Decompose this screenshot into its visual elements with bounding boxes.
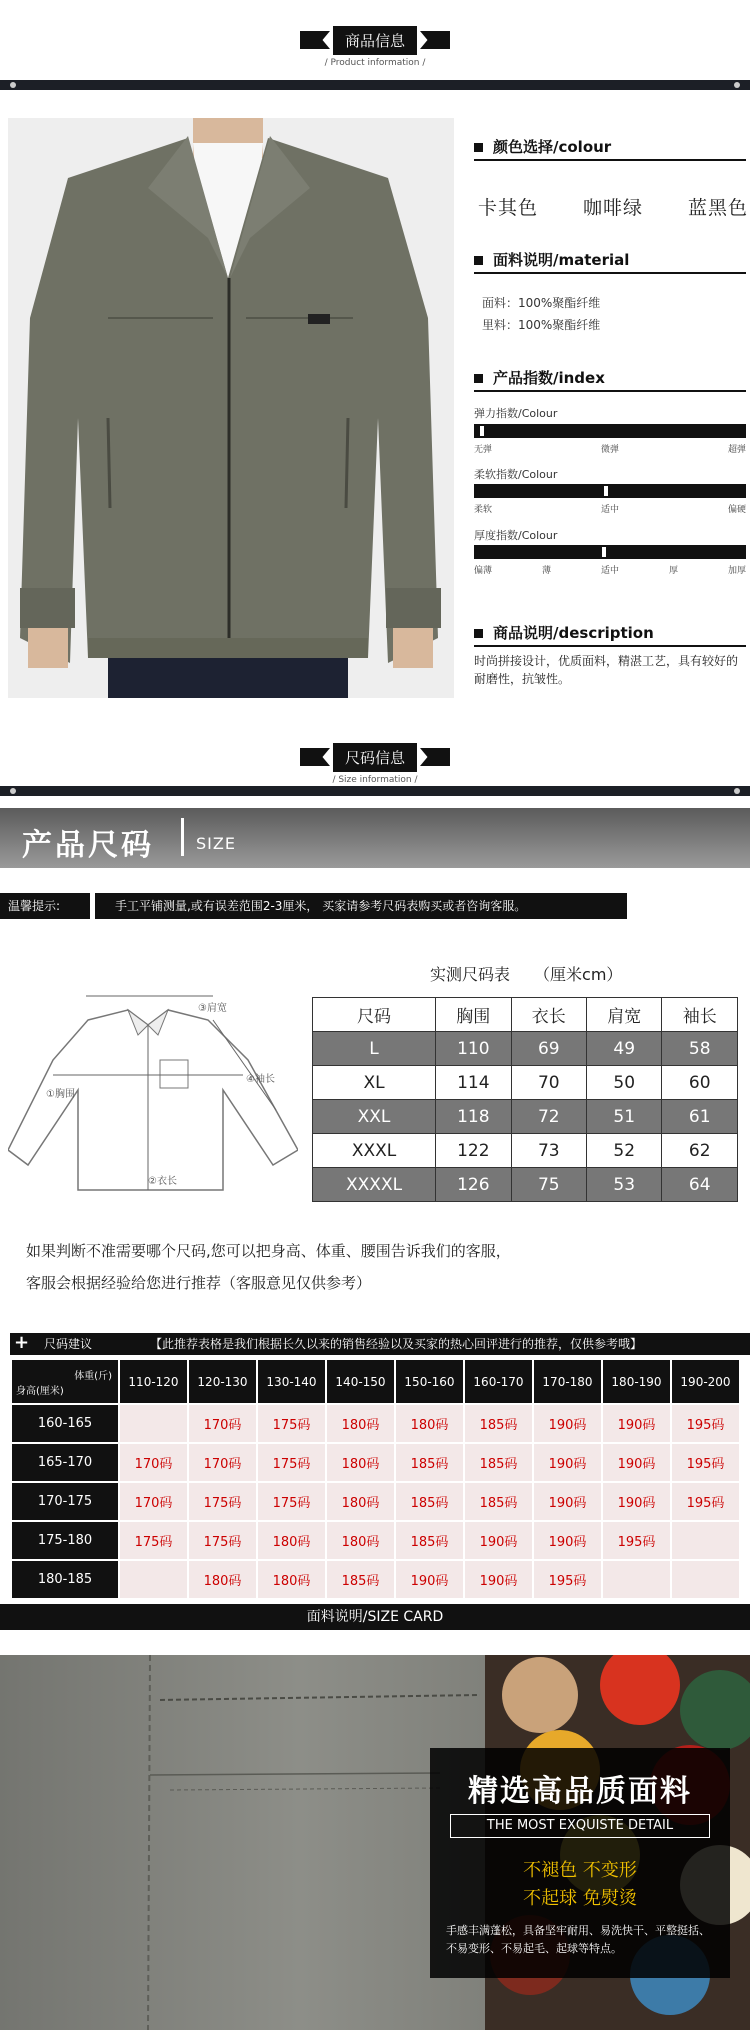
- sleeve-label: ④袖长: [246, 1074, 275, 1085]
- material-list: [482, 292, 600, 336]
- table-row: XXXL 122 73 52 62: [313, 1134, 738, 1168]
- table-row: 160-165 170码 175码 180码 180码 185码 190码 190码 195码: [11, 1404, 740, 1443]
- table-row: 165-170 170码 170码 175码 180码 185码 185码 190码 190码 195码: [11, 1443, 740, 1482]
- dot-icon: [10, 788, 16, 794]
- fabric-features: 不褪色 不变形: [523, 1860, 637, 1881]
- fabric-en: THE MOST EXQUISTE DETAIL: [450, 1814, 710, 1838]
- advice-line: 如果判断不准需要哪个尺码,您可以把身高、体重、腰围告诉我们的客服，: [26, 1242, 511, 1260]
- description-heading: 商品说明/description: [474, 622, 654, 643]
- product-info-header: [0, 0, 750, 80]
- description-text: 时尚拼接设计，优质面料，精湛工艺，具有较好的耐磨性，抗皱性。: [474, 654, 739, 686]
- size-banner-en: SIZE: [196, 834, 236, 853]
- square-bullet-icon: [474, 629, 483, 638]
- section-title: 商品信息: [333, 26, 417, 55]
- recommendation-label: 尺码建议: [44, 1337, 93, 1351]
- divider-bar: [0, 80, 750, 90]
- shirt-measure-diagram: [8, 990, 298, 1200]
- advice-line: 客服会根据经验给您进行推荐（客服意见仅供参考）: [26, 1274, 372, 1292]
- table-row: XXXXL 126 75 53 64: [313, 1168, 738, 1202]
- table-header-row: 尺码 胸围 衣长 肩宽 袖长: [313, 998, 738, 1032]
- table-row: XXL 118 72 51 61: [313, 1100, 738, 1134]
- dot-icon: [734, 788, 740, 794]
- thick-index-scale: 偏薄 薄 适中 厚 加厚: [474, 566, 746, 576]
- section-title: 尺码信息: [333, 743, 417, 772]
- size-banner-title: 产品尺码: [22, 828, 154, 863]
- soft-index-bar: [474, 484, 746, 498]
- material-line: 面料：100%聚酯纤维: [482, 296, 601, 310]
- table-row: 175-180 175码 175码 180码 180码 185码 190码 190码 195码: [11, 1521, 740, 1560]
- elastic-index-label: 弹力指数/Colour: [474, 407, 558, 420]
- dot-icon: [734, 82, 740, 88]
- table-row: L 110 69 49 58: [313, 1032, 738, 1066]
- thick-index-bar: [474, 545, 746, 559]
- table-corner: 体重(斤) 身高(厘米): [11, 1359, 119, 1404]
- recommendation-header: [10, 1333, 750, 1355]
- section-subtitle: / Product information /: [324, 58, 426, 68]
- table-row: 180-185 180码 180码 185码 190码 190码 195码: [11, 1560, 740, 1599]
- fabric-feature-panel: [430, 1748, 730, 1978]
- elastic-index-bar: [474, 424, 746, 438]
- size-card-bar: 面料说明/SIZE CARD: [0, 1604, 750, 1630]
- colour-option[interactable]: 咖啡绿: [582, 197, 643, 219]
- material-heading: 面料说明/material: [474, 249, 629, 270]
- measure-table: [312, 997, 738, 1202]
- size-recommendation: [10, 1333, 750, 1601]
- tip-text: 手工平铺测量,或有误差范围2-3厘米， 买家请参考尺码表购买或者咨询客服。: [95, 893, 627, 919]
- soft-index-label: 柔软指数/Colour: [474, 468, 558, 481]
- plus-icon: +: [14, 1332, 30, 1353]
- square-bullet-icon: [474, 256, 483, 265]
- jacket-photo: [8, 118, 454, 698]
- tip-label: 温馨提示:: [0, 893, 90, 919]
- heading-underline: [474, 272, 746, 274]
- shoulder-label: ③肩宽: [198, 1003, 227, 1014]
- chest-label: ①胸围: [46, 1089, 75, 1100]
- section-subtitle: / Size information /: [332, 775, 418, 785]
- index-heading: 产品指数/index: [474, 367, 605, 388]
- recommendation-note: 【此推荐表格是我们根据长久以来的销售经验以及买家的热心回评进行的推荐，仅供参考哦】: [150, 1337, 643, 1351]
- colour-heading: 颜色选择/colour: [474, 136, 611, 157]
- table-row: 170-175 170码 175码 175码 180码 185码 185码 190码 190码 195码: [11, 1482, 740, 1521]
- heading-underline: [474, 645, 746, 647]
- index-marker: [604, 486, 608, 496]
- elastic-index-scale: 无弹 微弹 超弹: [474, 445, 746, 455]
- fabric-text: 手感丰满蓬松，具备坚牢耐用、易洗快干、平整挺括、不易变形、不易起毛、起球等特点。: [446, 1924, 710, 1955]
- ribbon-right-icon: [420, 31, 450, 49]
- colour-option[interactable]: 卡其色: [478, 197, 539, 219]
- fabric-features: 不起球 免熨烫: [523, 1888, 637, 1909]
- length-label: ②衣长: [148, 1176, 177, 1187]
- colour-options: [478, 193, 748, 220]
- ribbon-right-icon: [420, 748, 450, 766]
- index-marker: [602, 547, 606, 557]
- colour-option[interactable]: 蓝黑色: [687, 197, 748, 219]
- size-info-header: [0, 717, 750, 797]
- heading-underline: [474, 159, 746, 161]
- table-row: XL 114 70 50 60: [313, 1066, 738, 1100]
- dot-icon: [10, 82, 16, 88]
- heading-underline: [474, 390, 746, 392]
- divider-bar: [0, 786, 750, 796]
- square-bullet-icon: [474, 374, 483, 383]
- measure-table-title: 实测尺码表 （厘米cm）: [430, 965, 623, 984]
- ribbon-left-icon: [300, 31, 330, 49]
- thick-index-label: 厚度指数/Colour: [474, 529, 558, 542]
- recommendation-table: [10, 1358, 741, 1600]
- soft-index-scale: 柔软 适中 偏硬: [474, 505, 746, 515]
- fabric-title: 精选高品质面料: [468, 1774, 692, 1809]
- ribbon-left-icon: [300, 748, 330, 766]
- material-line: 里料：100%聚酯纤维: [482, 318, 601, 332]
- banner-separator: [181, 818, 184, 856]
- size-banner: [0, 808, 750, 868]
- table-header-row: 体重(斤) 身高(厘米) 110-120 120-130 130-140 140-150 150-160 160-170 170-180 180-190 190-200: [11, 1359, 740, 1404]
- index-marker: [480, 426, 484, 436]
- square-bullet-icon: [474, 143, 483, 152]
